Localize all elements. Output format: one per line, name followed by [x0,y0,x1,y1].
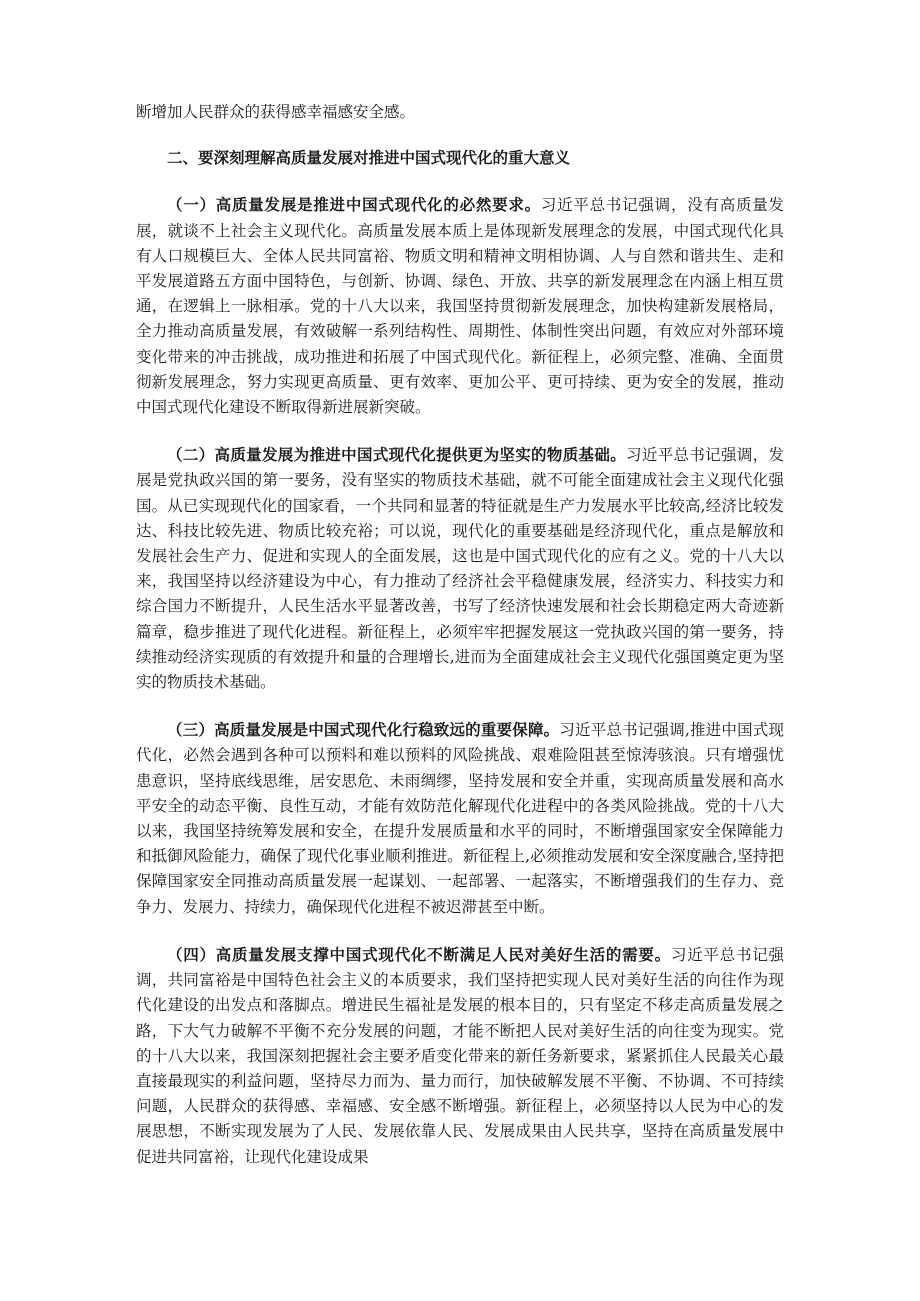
paragraph-1 [136,192,784,420]
paragraph-4-lead: （四）高质量发展支撑中国式现代化不断满足人民对美好生活的需要。 [167,944,671,964]
paragraph-3-lead: （三）高质量发展是中国式现代化行稳致远的重要保障。 [167,720,560,740]
intro-tail-paragraph: 断增加人民群众的获得感幸福感安全感。 [136,103,416,121]
paragraph-4 [136,942,784,1170]
paragraph-2-body: 习近平总书记强调，发展是党执政兴国的第一要务，没有坚实的物质技术基础，就不可能全面建成社会主义现代化强国。从已实现现代化的国家看，一个共同和显著的特征就是生产力发展水平比较高,经济比较发达、科技比较先进、物质比较充裕；可以说，现代化的重要基础是经济现代化，重点是解放和发展社会生产力、促进和实现人的全面发展，这也是中国式现代化的应有之义。党的十八大以来，我国坚持以经济建设为中心，有力推动了经济社会平稳健康发展，经济实力、科技实力和综合国力不断提升，人民生活水平显著改善，书写了经济快速发展和社会长期稳定两大奇迹新篇章，稳步推进了现代化进程。新征程上，必须牢牢把握发展这一党执政兴国的第一要务，持续推动经济实现质的有效提升和量的合理增长,进而为全面建成社会主义现代化强国奠定更为坚实的物质技术基础。 [136,446,784,692]
paragraph-4-body: 习近平总书记强调，共同富裕是中国特色社会主义的本质要求，我们坚持把实现人民对美好生活的向往作为现代化建设的出发点和落脚点。增进民生福祉是发展的根本目的，只有坚定不移走高质量发展之路，下大气力破解不平衡不充分发展的问题，才能不断把人民对美好生活的向往变为现实。党的十八大以来，我国深刻把握社会主要矛盾变化带来的新任务新要求，紧紧抓住人民最关心最直接最现实的利益问题，坚持尽力而为、量力而行，加快破解发展不平衡、不协调、不可持续问题，人民群众的获得感、幸福感、安全感不断增强。新征程上，必须坚持以人民为中心的发展思想，不断实现发展为了人民、发展依靠人民、发展成果由人民共享，坚持在高质量发展中促进共同富裕，让现代化建设成果 [136,945,784,1166]
paragraph-3 [136,717,784,920]
paragraph-3-body: 习近平总书记强调,推进中国式现代化，必然会遇到各种可以预料和难以预料的风险挑战、艰难险阻甚至惊涛骇浪。只有增强忧患意识，坚持底线思维，居安思危、未雨绸缪，坚持发展和安全并重，实现高质量发展和高水平安全的动态平衡、良性互动，才能有效防范化解现代化进程中的各类风险挑战。党的十八大以来，我国坚持统筹发展和安全，在提升发展质量和水平的同时，不断增强国家安全保障能力和抵御风险能力，确保了现代化事业顺利推进。新征程上,必须推动发展和安全深度融合,坚持把保障国家安全同推动高质量发展一起谋划、一起部署、一起落实，不断增强我们的生存力、竞争力、发展力、持续力，确保现代化进程不被迟滞甚至中断。 [136,721,784,916]
section-heading: 二、要深刻理解高质量发展对推进中国式现代化的重大意义 [167,148,571,168]
paragraph-1-body: 习近平总书记强调，没有高质量发展，就谈不上社会主义现代化。高质量发展本质上是体现新发展理念的发展，中国式现代化具有人口规模巨大、全体人民共同富裕、物质文明和精神文明相协调、人与自然和谐共生、走和平发展道路五方面中国特色，与创新、协调、绿色、开放、共享的新发展理念在内涵上相互贯通，在逻辑上一脉相承。党的十八大以来，我国坚持贯彻新发展理念，加快构建新发展格局，全力推动高质量发展，有效破解一系列结构性、周期性、体制性突出问题，有效应对外部环境变化带来的冲击挑战，成功推进和拓展了中国式现代化。新征程上，必须完整、准确、全面贯彻新发展理念，努力实现更高质量、更有效率、更加公平、更可持续、更为安全的发展，推动中国式现代化建设不断取得新进展新突破。 [136,196,784,417]
paragraph-1-lead: （一）高质量发展是推进中国式现代化的必然要求。 [167,195,541,215]
document-page [136,100,784,1170]
paragraph-2 [136,442,784,695]
paragraph-2-lead: （二）高质量发展为推进中国式现代化提供更为坚实的物质基础。 [167,445,627,465]
